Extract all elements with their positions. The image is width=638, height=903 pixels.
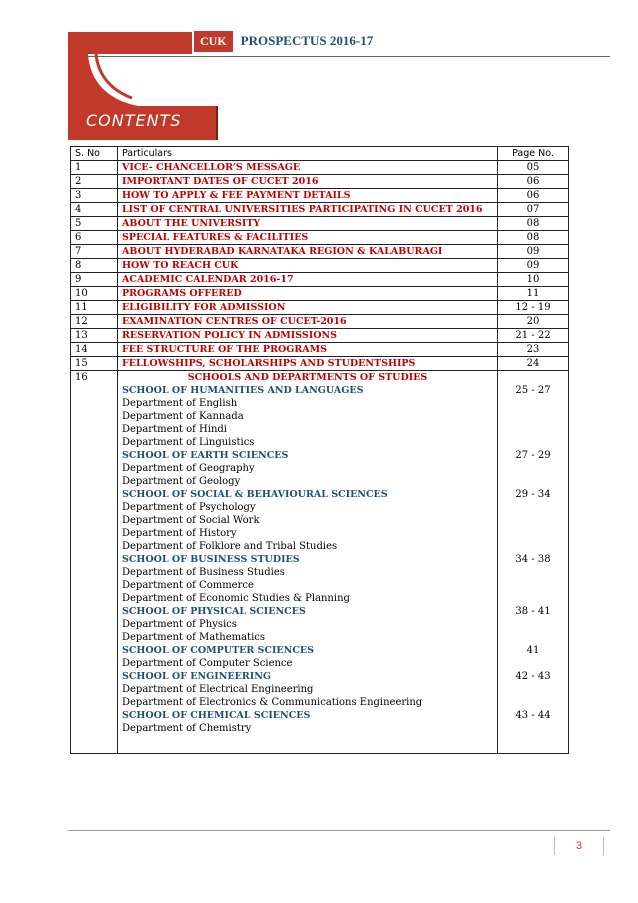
spacer [502, 462, 564, 475]
row-page: 09 [498, 259, 569, 273]
row-page: 21 - 22 [498, 329, 569, 343]
spacer [502, 501, 564, 514]
school-page: 41 [526, 645, 540, 656]
school-name: SCHOOL OF PHYSICAL SCIENCES [122, 606, 306, 617]
school-page: 29 - 34 [515, 489, 551, 500]
school-name: SCHOOL OF CHEMICAL SCIENCES [122, 710, 311, 721]
spacer [502, 683, 564, 696]
row-page: 11 [498, 287, 569, 301]
department-item: Department of English [122, 398, 238, 409]
school-page: 43 - 44 [515, 710, 551, 721]
department-item: Department of Physics [122, 619, 237, 630]
spacer [502, 527, 564, 540]
spacer [502, 475, 564, 488]
table-row [71, 329, 569, 343]
row-sno: 12 [71, 315, 118, 329]
school-name: SCHOOL OF ENGINEERING [122, 671, 272, 682]
department-item: Department of Linguistics [122, 437, 255, 448]
row-sno: 13 [71, 329, 118, 343]
school-name: SCHOOL OF BUSINESS STUDIES [122, 554, 300, 565]
row-particulars: ELIGIBILITY FOR ADMISSION [118, 301, 498, 315]
row-sno: 11 [71, 301, 118, 315]
row-particulars: LIST OF CENTRAL UNIVERSITIES PARTICIPATING IN CUCET 2016 [118, 203, 498, 217]
schools-row [71, 371, 569, 754]
department-item: Department of Folklore and Tribal Studies [122, 541, 338, 552]
department-item: Department of Electrical Engineering [122, 684, 314, 695]
table-row [71, 245, 569, 259]
header-particulars: Particulars [118, 147, 498, 161]
spacer [502, 657, 564, 670]
row-sno: 1 [71, 161, 118, 175]
row-page: 10 [498, 273, 569, 287]
school-name: SCHOOL OF COMPUTER SCIENCES [122, 645, 315, 656]
row-page: 05 [498, 161, 569, 175]
department-item: Department of Social Work [122, 515, 260, 526]
school-name: SCHOOL OF EARTH SCIENCES [122, 450, 289, 461]
row-particulars: EXAMINATION CENTRES OF CUCET-2016 [118, 315, 498, 329]
header-page: Page No. [498, 147, 569, 161]
header-badge: CUK [194, 31, 233, 52]
spacer [502, 618, 564, 631]
table-row [71, 287, 569, 301]
row-sno: 8 [71, 259, 118, 273]
row-particulars: VICE- CHANCELLOR’S MESSAGE [118, 161, 498, 175]
row-particulars: ABOUT THE UNIVERSITY [118, 217, 498, 231]
school-page: 38 - 41 [515, 606, 551, 617]
row-particulars: HOW TO APPLY & FEE PAYMENT DETAILS [118, 189, 498, 203]
schools-heading: SCHOOLS AND DEPARTMENTS OF STUDIES [187, 372, 428, 383]
department-item: Department of Mathematics [122, 632, 266, 643]
spacer [502, 631, 564, 644]
spacer [502, 540, 564, 553]
table-row [71, 175, 569, 189]
row-particulars: FEE STRUCTURE OF THE PROGRAMS [118, 343, 498, 357]
row-sno: 10 [71, 287, 118, 301]
table-header-row [71, 147, 569, 161]
row-sno: 2 [71, 175, 118, 189]
department-item: Department of Psychology [122, 502, 256, 513]
row-sno: 7 [71, 245, 118, 259]
table-row [71, 203, 569, 217]
row-page: 07 [498, 203, 569, 217]
header-sno: S. No [71, 147, 118, 161]
row-sno: 9 [71, 273, 118, 287]
table-row [71, 161, 569, 175]
schools-particulars [118, 371, 498, 754]
school-page: 34 - 38 [515, 554, 551, 565]
spacer [502, 423, 564, 436]
school-page: 42 - 43 [515, 671, 551, 682]
table-row [71, 301, 569, 315]
row-page: 09 [498, 245, 569, 259]
row-particulars: ACADEMIC CALENDAR 2016-17 [118, 273, 498, 287]
row-sno: 15 [71, 357, 118, 371]
row-page: 23 [498, 343, 569, 357]
row-page: 20 [498, 315, 569, 329]
row-particulars: HOW TO REACH CUK [118, 259, 498, 273]
row-sno: 14 [71, 343, 118, 357]
row-sno: 5 [71, 217, 118, 231]
department-item: Department of Geology [122, 476, 241, 487]
row-page: 08 [498, 217, 569, 231]
row-particulars: SPECIAL FEATURES & FACILITIES [118, 231, 498, 245]
header-title: PROSPECTUS 2016-17 [240, 33, 374, 48]
header-red-bar [68, 32, 192, 54]
row-sno: 3 [71, 189, 118, 203]
table-row [71, 189, 569, 203]
department-item: Department of Kannada [122, 411, 244, 422]
row-page: 06 [498, 189, 569, 203]
row-sno: 4 [71, 203, 118, 217]
spacer [502, 436, 564, 449]
cell-padding [122, 735, 493, 753]
contents-title: CONTENTS [86, 111, 182, 130]
table-row [71, 273, 569, 287]
department-item: Department of History [122, 528, 237, 539]
footer-rule [68, 830, 610, 831]
school-name: SCHOOL OF HUMANITIES AND LANGUAGES [122, 385, 364, 396]
row-sno: 16 [71, 371, 118, 754]
spacer [502, 566, 564, 579]
department-item: Department of Economic Studies & Planning [122, 593, 350, 604]
spacer [502, 579, 564, 592]
table-row [71, 231, 569, 245]
department-item: Department of Electronics & Communications Engineering [122, 697, 423, 708]
department-item: Department of Hindi [122, 424, 227, 435]
schools-pages [498, 371, 569, 754]
spacer [502, 514, 564, 527]
row-particulars: FELLOWSHIPS, SCHOLARSHIPS AND STUDENTSHIPS [118, 357, 498, 371]
spacer [502, 397, 564, 410]
table-row [71, 357, 569, 371]
table-row [71, 315, 569, 329]
spacer [502, 592, 564, 605]
row-page: 08 [498, 231, 569, 245]
page-header [194, 28, 373, 54]
contents-table [70, 146, 569, 754]
row-page: 06 [498, 175, 569, 189]
table-row [71, 343, 569, 357]
row-particulars: IMPORTANT DATES OF CUCET 2016 [118, 175, 498, 189]
page-number: 3 [554, 837, 604, 855]
school-page: 27 - 29 [515, 450, 551, 461]
row-page: 12 - 19 [498, 301, 569, 315]
department-item: Department of Computer Science [122, 658, 293, 669]
row-page: 24 [498, 357, 569, 371]
table-row [71, 217, 569, 231]
spacer [502, 371, 564, 384]
department-item: Department of Commerce [122, 580, 254, 591]
row-particulars: ABOUT HYDERABAD KARNATAKA REGION & KALABURAGI [118, 245, 498, 259]
spacer [502, 696, 564, 709]
department-item: Department of Geography [122, 463, 255, 474]
spacer [502, 722, 564, 735]
row-sno: 6 [71, 231, 118, 245]
table-row [71, 259, 569, 273]
row-particulars: PROGRAMS OFFERED [118, 287, 498, 301]
department-item: Department of Business Studies [122, 567, 285, 578]
row-particulars: RESERVATION POLICY IN ADMISSIONS [118, 329, 498, 343]
spacer [502, 410, 564, 423]
school-name: SCHOOL OF SOCIAL & BEHAVIOURAL SCIENCES [122, 489, 388, 500]
school-page: 25 - 27 [515, 385, 551, 396]
department-item: Department of Chemistry [122, 723, 252, 734]
